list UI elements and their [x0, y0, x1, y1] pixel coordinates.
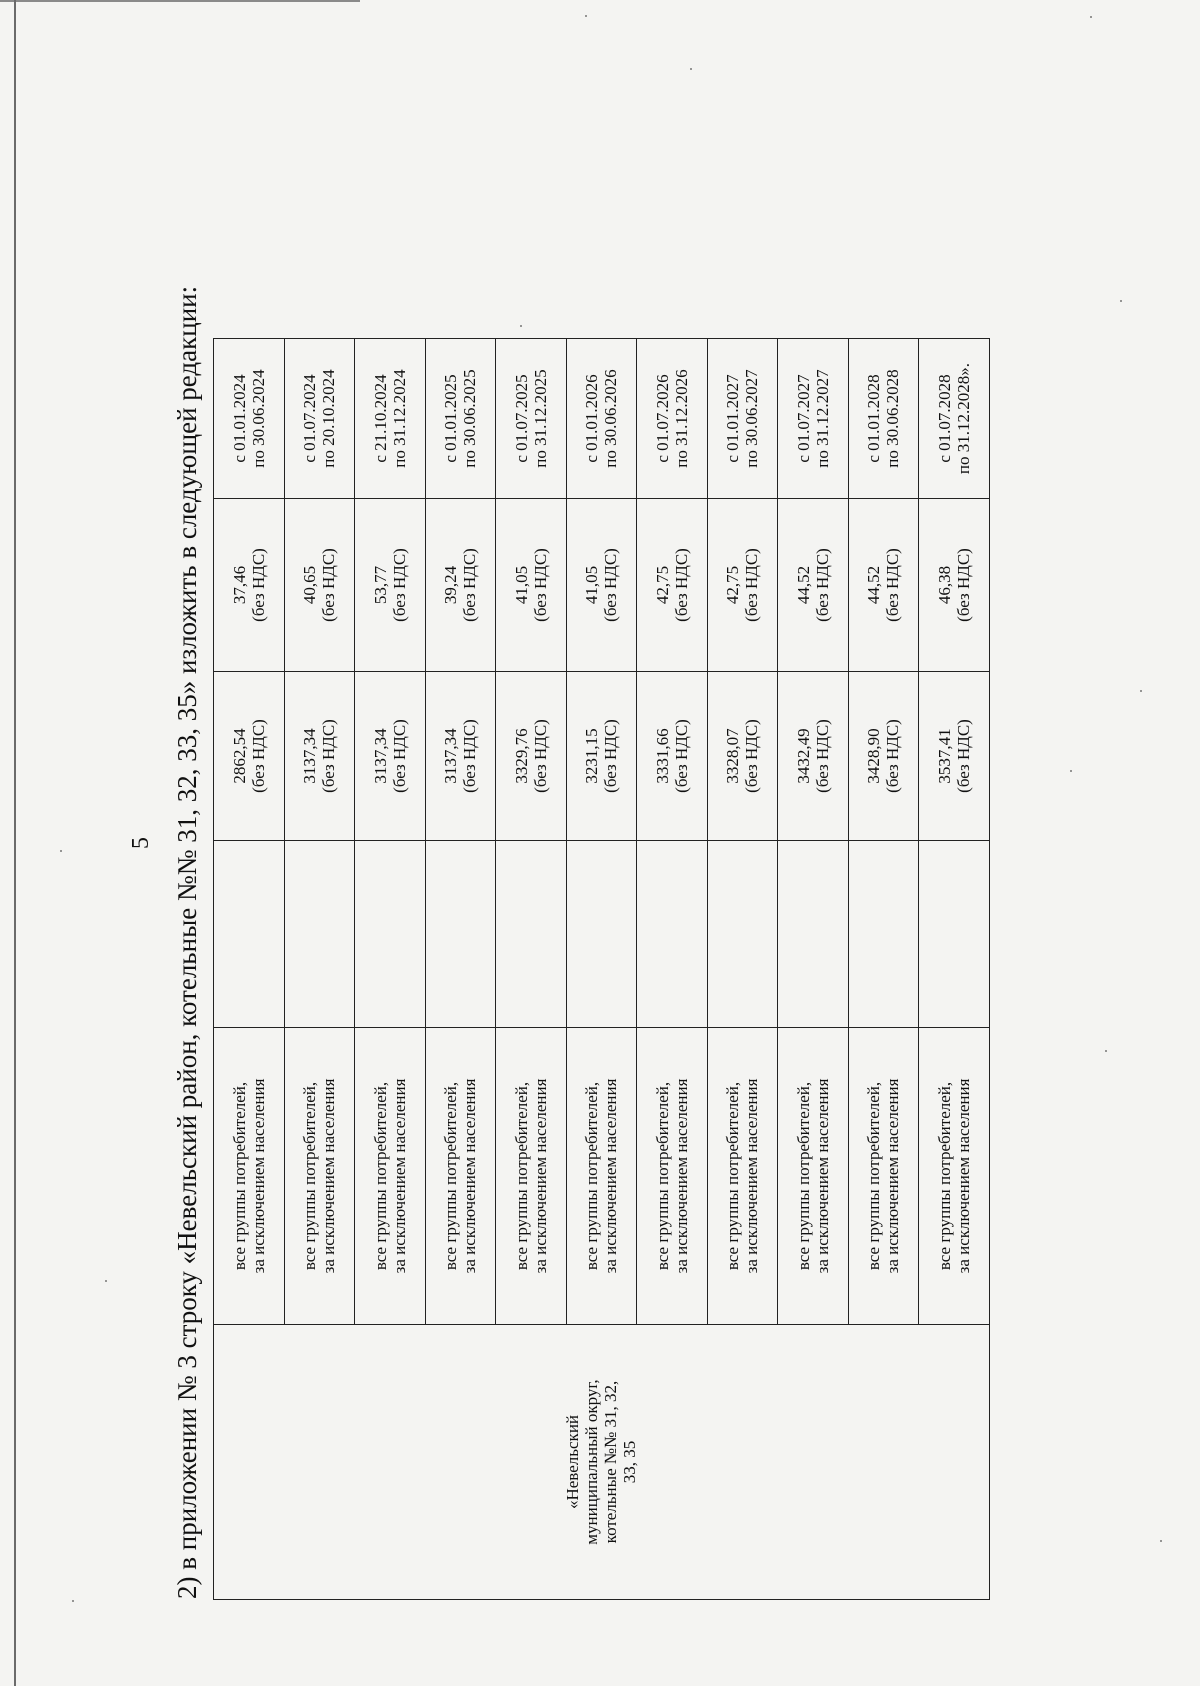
municipality-line: котельные №№ 31, 32, — [601, 1380, 621, 1544]
empty-cell — [566, 841, 637, 1028]
consumer-group-cell-text: за исключением населения — [742, 1078, 762, 1274]
period-cell-text: по 31.12.2025 — [530, 369, 550, 468]
consumer-group-cell-text: все группы потребителей, — [511, 1081, 531, 1271]
period-cell-text: с 01.01.2024 — [229, 374, 249, 463]
tariff-value-cell — [425, 672, 496, 841]
empty-cell — [284, 841, 355, 1028]
period-cell-text: по 31.12.2027 — [812, 369, 832, 468]
period-cell-text: по 30.06.2028 — [883, 369, 903, 468]
secondary-value-cell-text: (без НДС) — [248, 548, 268, 622]
secondary-value-cell-text: 40,65 — [300, 565, 320, 605]
tariff-value-cell — [778, 672, 849, 841]
secondary-value-cell — [919, 499, 990, 672]
tariff-value-cell — [707, 672, 778, 841]
tariff-value-cell-text: (без НДС) — [953, 719, 973, 793]
consumer-group-cell-text: все группы потребителей, — [934, 1081, 954, 1271]
period-cell-text: с 21.10.2024 — [370, 374, 390, 463]
tariff-value-cell-text: (без НДС) — [389, 719, 409, 793]
empty-cell — [425, 841, 496, 1028]
secondary-value-cell-text: 44,52 — [793, 565, 813, 605]
period-cell-text: с 01.07.2025 — [511, 374, 531, 463]
secondary-value-cell — [778, 499, 849, 672]
tariff-table-body — [214, 339, 990, 1600]
tariff-value-cell-text: 3137,34 — [370, 728, 390, 784]
consumer-group-cell — [707, 1028, 778, 1325]
consumer-group-cell-text: за исключением населения — [460, 1078, 480, 1274]
consumer-group-cell-text: все группы потребителей, — [793, 1081, 813, 1271]
secondary-value-cell — [355, 499, 426, 672]
secondary-value-cell-text: 39,24 — [441, 565, 461, 605]
consumer-group-cell-text: за исключением населения — [248, 1078, 268, 1274]
tariff-value-cell — [919, 672, 990, 841]
municipality-cell — [214, 1325, 990, 1600]
tariff-value-cell — [637, 672, 708, 841]
period-cell-text: по 30.06.2025 — [460, 369, 480, 468]
tariff-value-cell-text: (без НДС) — [248, 719, 268, 793]
consumer-group-cell-text: все группы потребителей, — [229, 1081, 249, 1271]
consumer-group-cell-text: все группы потребителей, — [723, 1081, 743, 1271]
secondary-value-cell-text: (без НДС) — [812, 548, 832, 622]
consumer-group-cell — [778, 1028, 849, 1325]
tariff-value-cell-text: (без НДС) — [319, 719, 339, 793]
period-cell-text: по 31.12.2028». — [953, 362, 973, 475]
secondary-value-cell-text: (без НДС) — [389, 548, 409, 622]
period-cell-text: с 01.01.2027 — [723, 374, 743, 463]
consumer-group-cell-text: все группы потребителей, — [582, 1081, 602, 1271]
tariff-value-cell — [355, 672, 426, 841]
consumer-group-cell — [425, 1028, 496, 1325]
period-cell-text: по 31.12.2026 — [671, 369, 691, 468]
secondary-value-cell — [425, 499, 496, 672]
period-cell-text: с 01.07.2024 — [300, 374, 320, 463]
consumer-group-cell — [848, 1028, 919, 1325]
period-cell — [425, 339, 496, 499]
period-cell-text: с 01.01.2025 — [441, 374, 461, 463]
tariff-value-cell — [284, 672, 355, 841]
tariff-table — [213, 338, 990, 1600]
period-cell-text: с 01.07.2027 — [793, 374, 813, 463]
consumer-group-cell-text: за исключением населения — [671, 1078, 691, 1274]
secondary-value-cell — [848, 499, 919, 672]
consumer-group-cell-text: за исключением населения — [319, 1078, 339, 1274]
tariff-value-cell-text: (без НДС) — [530, 719, 550, 793]
empty-cell — [355, 841, 426, 1028]
tariff-value-cell-text: 2862,54 — [229, 728, 249, 784]
consumer-group-cell-text: все группы потребителей, — [370, 1081, 390, 1271]
empty-cell — [637, 841, 708, 1028]
period-cell-text: по 30.06.2026 — [601, 369, 621, 468]
period-cell — [566, 339, 637, 499]
period-cell — [778, 339, 849, 499]
secondary-value-cell — [566, 499, 637, 672]
consumer-group-cell-text: за исключением населения — [601, 1078, 621, 1274]
period-cell-text: по 30.06.2024 — [248, 369, 268, 468]
secondary-value-cell-text: 41,05 — [511, 565, 531, 605]
period-cell — [284, 339, 355, 499]
empty-cell — [919, 841, 990, 1028]
consumer-group-cell-text: все группы потребителей, — [864, 1081, 884, 1271]
secondary-value-cell-text: (без НДС) — [530, 548, 550, 622]
empty-cell — [496, 841, 567, 1028]
tariff-value-cell-text: (без НДС) — [812, 719, 832, 793]
secondary-value-cell-text: (без НДС) — [742, 548, 762, 622]
consumer-group-cell — [637, 1028, 708, 1325]
consumer-group-cell — [496, 1028, 567, 1325]
period-cell — [848, 339, 919, 499]
secondary-value-cell-text: (без НДС) — [460, 548, 480, 622]
consumer-group-cell — [284, 1028, 355, 1325]
tariff-value-cell — [566, 672, 637, 841]
consumer-group-cell-text: за исключением населения — [812, 1078, 832, 1274]
period-cell-text: с 01.01.2026 — [582, 374, 602, 463]
municipality-line: муниципальный округ, — [582, 1379, 602, 1545]
tariff-value-cell-text: 3137,34 — [300, 728, 320, 784]
secondary-value-cell — [496, 499, 567, 672]
period-cell — [919, 339, 990, 499]
tariff-value-cell-text: (без НДС) — [601, 719, 621, 793]
period-cell-text: по 30.06.2027 — [742, 369, 762, 468]
tariff-value-cell — [214, 672, 285, 841]
secondary-value-cell-text: 44,52 — [864, 565, 884, 605]
secondary-value-cell — [637, 499, 708, 672]
period-cell — [355, 339, 426, 499]
empty-cell — [778, 841, 849, 1028]
secondary-value-cell-text: 37,46 — [229, 565, 249, 605]
tariff-value-cell — [848, 672, 919, 841]
period-cell — [214, 339, 285, 499]
secondary-value-cell-text: (без НДС) — [601, 548, 621, 622]
consumer-group-cell-text: за исключением населения — [883, 1078, 903, 1274]
consumer-group-cell-text: за исключением населения — [389, 1078, 409, 1274]
secondary-value-cell — [214, 499, 285, 672]
secondary-value-cell-text: 53,77 — [370, 565, 390, 605]
tariff-value-cell — [496, 672, 567, 841]
consumer-group-cell — [214, 1028, 285, 1325]
page-number: 5 — [128, 837, 154, 849]
period-cell — [707, 339, 778, 499]
secondary-value-cell-text: 42,75 — [723, 565, 743, 605]
tariff-value-cell-text: (без НДС) — [460, 719, 480, 793]
secondary-value-cell-text: (без НДС) — [953, 548, 973, 622]
tariff-value-cell-text: 3428,90 — [864, 728, 884, 784]
empty-cell — [214, 841, 285, 1028]
secondary-value-cell — [707, 499, 778, 672]
tariff-value-cell-text: (без НДС) — [883, 719, 903, 793]
consumer-group-cell-text: все группы потребителей, — [441, 1081, 461, 1271]
period-cell — [496, 339, 567, 499]
consumer-group-cell-text: за исключением населения — [530, 1078, 550, 1274]
tariff-value-cell-text: 3231,15 — [582, 728, 602, 784]
empty-cell — [848, 841, 919, 1028]
municipality-line: «Невельский — [563, 1414, 583, 1510]
secondary-value-cell-text: 41,05 — [582, 565, 602, 605]
period-cell — [637, 339, 708, 499]
secondary-value-cell-text: (без НДС) — [883, 548, 903, 622]
tariff-value-cell-text: 3537,41 — [934, 728, 954, 784]
period-cell-text: с 01.07.2026 — [652, 374, 672, 463]
tariff-value-cell-text: 3331,66 — [652, 728, 672, 784]
consumer-group-cell — [566, 1028, 637, 1325]
secondary-value-cell — [284, 499, 355, 672]
tariff-value-cell-text: 3329,76 — [511, 728, 531, 784]
period-cell-text: по 20.10.2024 — [319, 369, 339, 468]
secondary-value-cell-text: (без НДС) — [671, 548, 691, 622]
tariff-value-cell-text: (без НДС) — [671, 719, 691, 793]
secondary-value-cell-text: (без НДС) — [319, 548, 339, 622]
consumer-group-cell — [355, 1028, 426, 1325]
tariff-value-cell-text: (без НДС) — [742, 719, 762, 793]
tariff-value-cell-text: 3137,34 — [441, 728, 461, 784]
consumer-group-cell-text: за исключением населения — [953, 1078, 973, 1274]
table-row — [214, 339, 285, 1600]
secondary-value-cell-text: 46,38 — [934, 565, 954, 605]
municipality-line: 33, 35 — [620, 1440, 640, 1484]
tariff-value-cell-text: 3328,07 — [723, 728, 743, 784]
intro-paragraph: 2) в приложении № 3 строку «Невельский район, котельные №№ 31, 32, 33, 35» изложить в следующей редакции: — [172, 285, 202, 1599]
period-cell-text: с 01.01.2028 — [864, 374, 884, 463]
empty-cell — [707, 841, 778, 1028]
period-cell-text: с 01.07.2028 — [934, 374, 954, 463]
consumer-group-cell-text: все группы потребителей, — [652, 1081, 672, 1271]
period-cell-text: по 31.12.2024 — [389, 369, 409, 468]
consumer-group-cell-text: все группы потребителей, — [300, 1081, 320, 1271]
tariff-value-cell-text: 3432,49 — [793, 728, 813, 784]
secondary-value-cell-text: 42,75 — [652, 565, 672, 605]
consumer-group-cell — [919, 1028, 990, 1325]
